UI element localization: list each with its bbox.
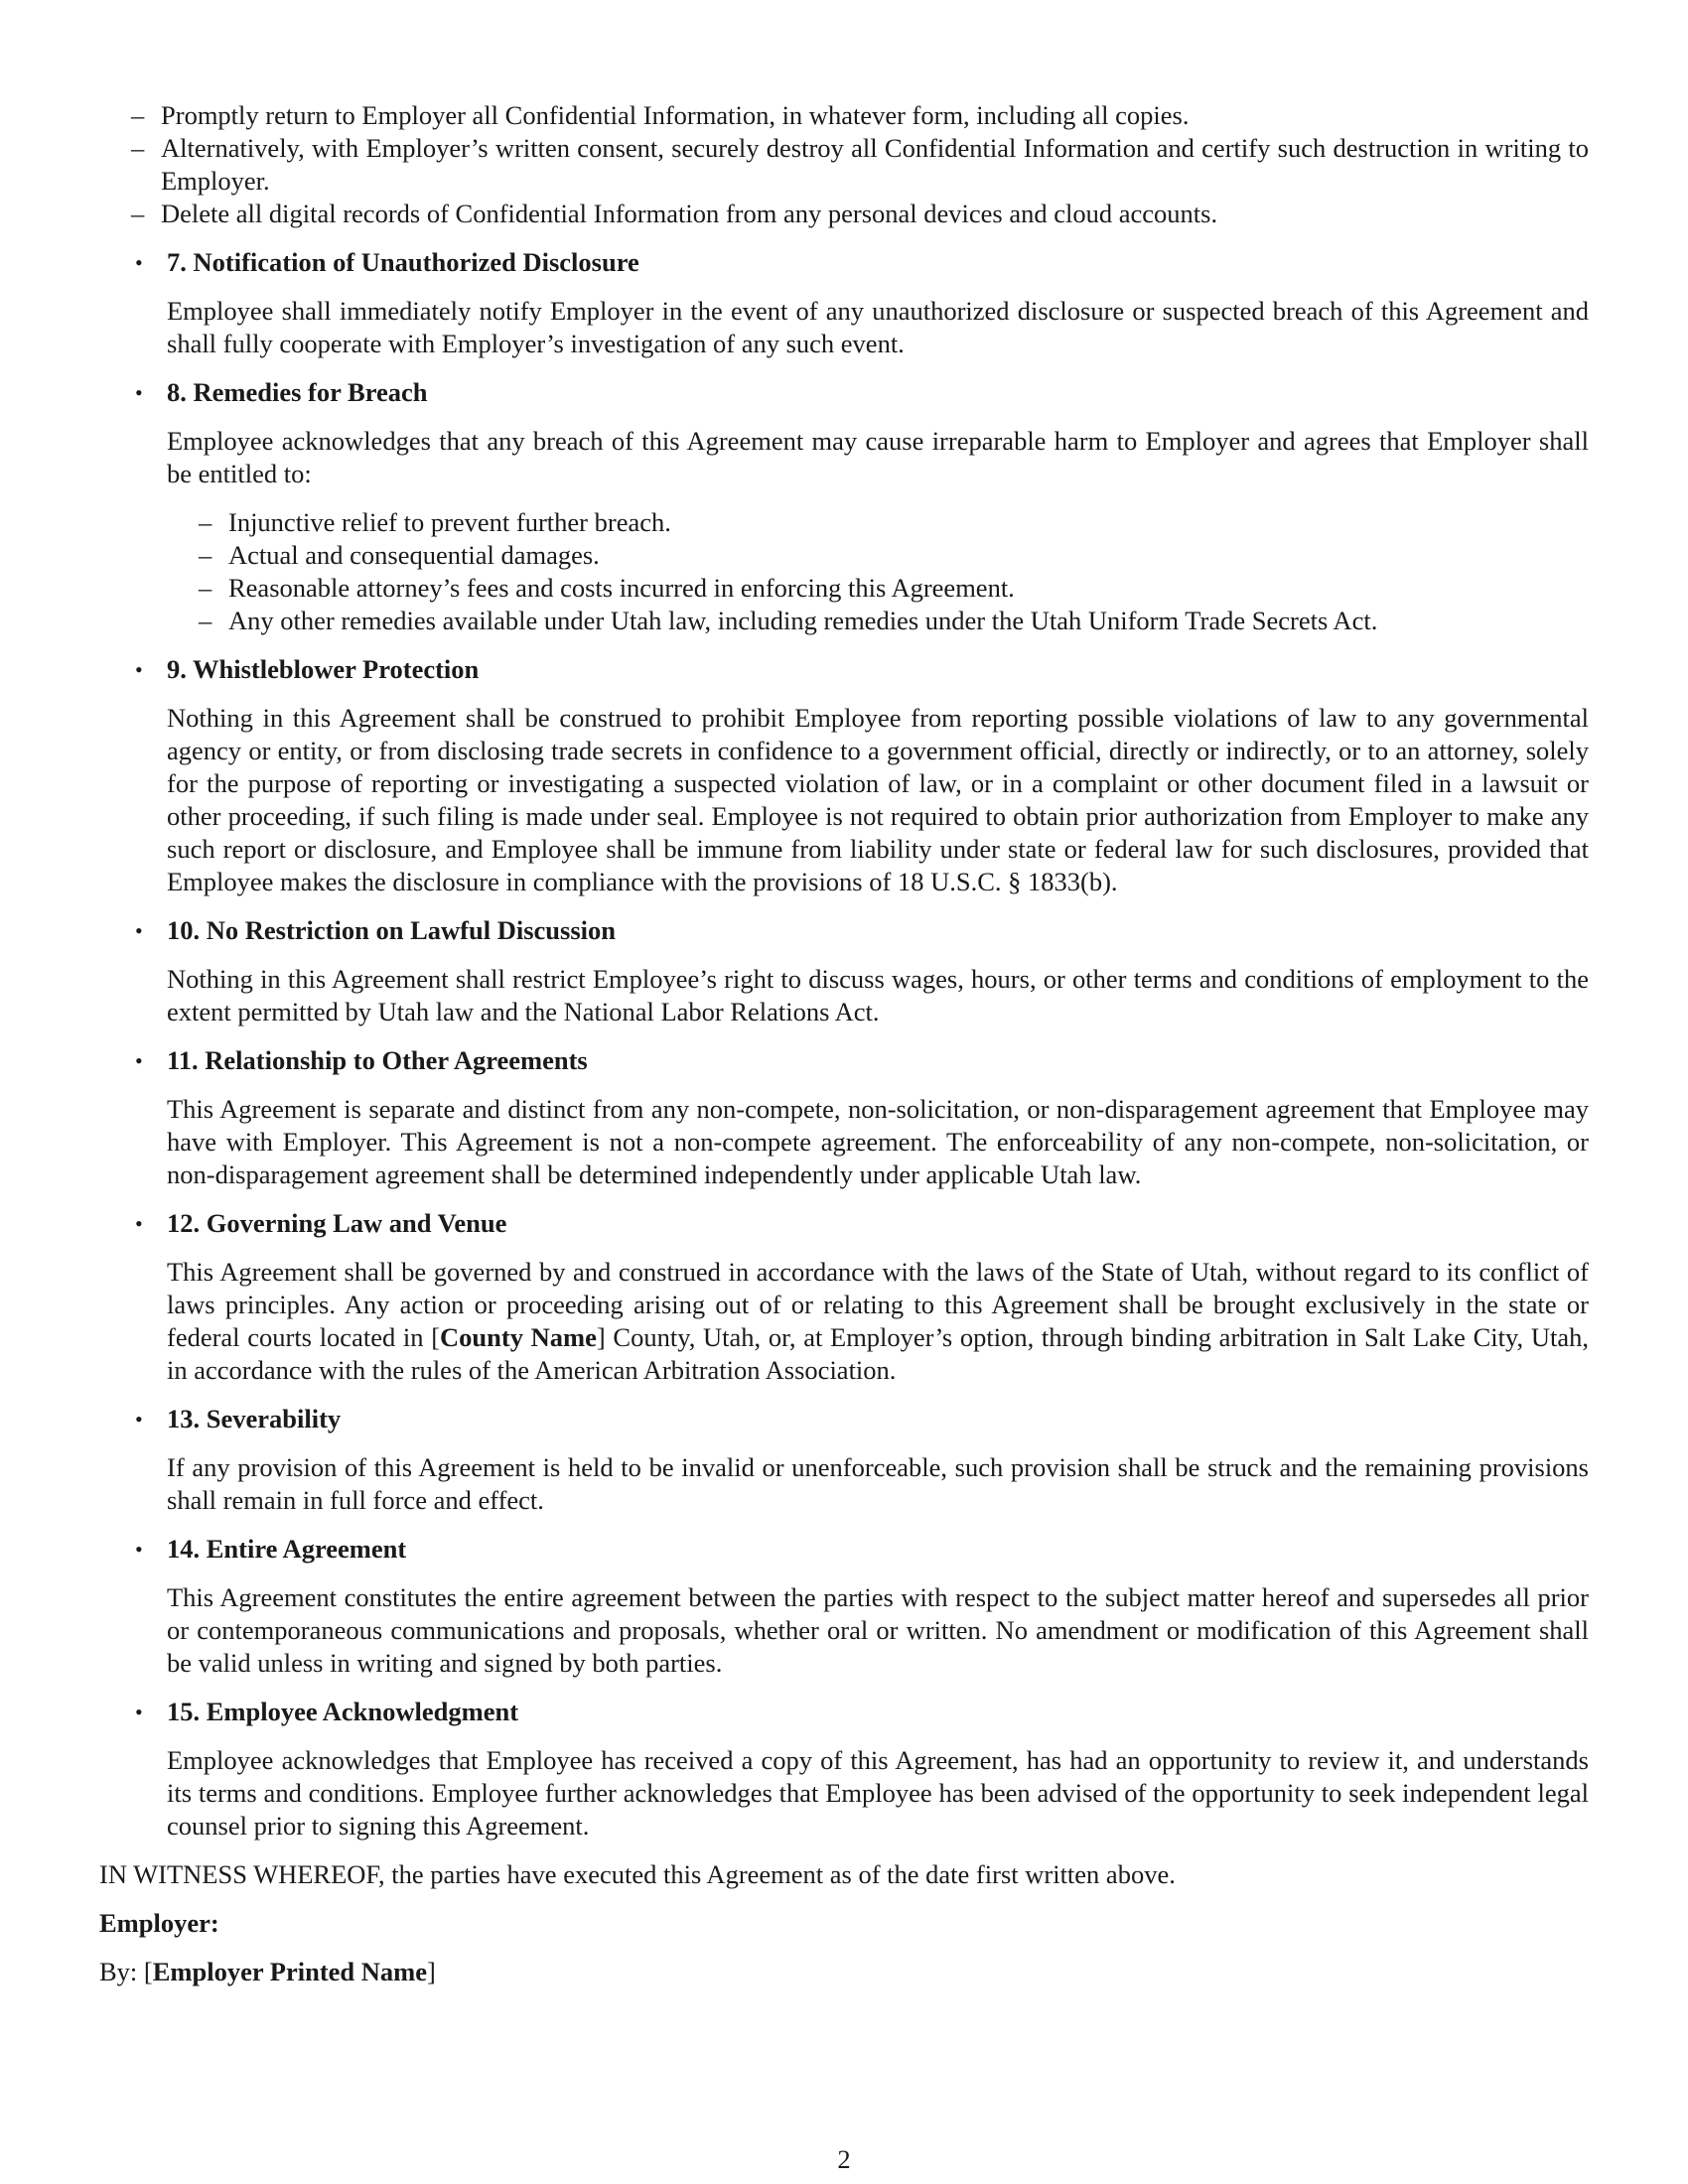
section-9 bbox=[99, 653, 1589, 898]
section-7 bbox=[99, 246, 1589, 360]
list-item: – Alternatively, with Employer’s written consent, securely destroy all Confidential Information and certify such destruction in writing to Employer. bbox=[131, 133, 1589, 196]
bullet-marker: • bbox=[135, 1407, 143, 1432]
remedies-list bbox=[99, 506, 1589, 637]
dash-marker: – bbox=[199, 573, 212, 603]
bullet-marker: • bbox=[135, 657, 143, 682]
section-heading: 13. Severability bbox=[167, 1404, 342, 1433]
bullet-marker: • bbox=[135, 1211, 143, 1236]
section-list bbox=[99, 246, 1589, 1843]
dash-marker: – bbox=[131, 133, 145, 163]
list-item: – Actual and consequential damages. bbox=[199, 540, 600, 570]
section-heading: 10. No Restriction on Lawful Discussion bbox=[167, 915, 617, 945]
dash-marker: – bbox=[131, 199, 145, 228]
document-body bbox=[99, 99, 1589, 1988]
list-item: – Any other remedies available under Utah law, including remedies under the Utah Uniform Trade Secrets Act. bbox=[199, 606, 1378, 635]
bullet-marker: • bbox=[135, 1537, 143, 1562]
section-12 bbox=[99, 1207, 1589, 1387]
section-8 bbox=[99, 376, 1589, 637]
section-body: Employee shall immediately notify Employer in the event of any unauthorized disclosure or suspected breach of this Agreement and shall fully cooperate with Employer’s investigation of any such event. bbox=[167, 296, 1589, 358]
employer-label: Employer: bbox=[99, 1908, 219, 1938]
bullet-marker: • bbox=[135, 918, 143, 943]
list-item: – Reasonable attorney’s fees and costs incurred in enforcing this Agreement. bbox=[199, 573, 1015, 603]
dash-marker: – bbox=[131, 100, 145, 130]
section-body: This Agreement constitutes the entire agreement between the parties with respect to the subject matter hereof and supersedes all prior or contemporaneous communications and proposals, whether oral or written. No amendment or modification of this Agreement shall be valid unless in writing and signed by both parties. bbox=[167, 1582, 1589, 1678]
bullet-marker: • bbox=[135, 1700, 143, 1724]
bullet-marker: • bbox=[135, 380, 143, 405]
section-body: This Agreement shall be governed by and construed in accordance with the laws of the State of Utah, without regard to its conflict of laws principles. Any action or proceeding arising out of or relating to this Agreement shall be brought exclusively in the state or federal courts located in [County Name] County, Utah, or, at Employer’s option, through binding arbitration in Salt Lake City, Utah, in accordance with the rules of the American Arbitration Association. bbox=[167, 1257, 1590, 1385]
list-item: – Delete all digital records of Confidential Information from any personal devices and cloud accounts. bbox=[131, 199, 1218, 228]
section-heading: 14. Entire Agreement bbox=[167, 1534, 407, 1564]
section-heading: 7. Notification of Unauthorized Disclosure bbox=[167, 247, 639, 277]
section-heading: 12. Governing Law and Venue bbox=[167, 1208, 507, 1238]
section-body: Employee acknowledges that any breach of this Agreement may cause irreparable harm to Employer and agrees that Employer shall be entitled to: bbox=[167, 426, 1589, 488]
section-13 bbox=[99, 1403, 1589, 1517]
section-heading: 11. Relationship to Other Agreements bbox=[167, 1045, 588, 1075]
list-item: – Injunctive relief to prevent further breach. bbox=[199, 507, 671, 537]
page-number: 2 bbox=[837, 2144, 851, 2174]
section-body: Nothing in this Agreement shall be construed to prohibit Employee from reporting possible violations of law to any governmental agency or entity, or from disclosing trade secrets in confidence to a government official, directly or indirectly, or to an attorney, solely for the purpose of reporting or investigating a suspected violation of law, or in a complaint or other document filed in a lawsuit or other proceeding, if such filing is made under seal. Employee is not required to obtain prior authorization from Employer to make any such report or disclosure, and Employee shall be immune from liability under state or federal law for such disclosures, provided that Employee makes the disclosure in compliance with the provisions of 18 U.S.C. § 1833(b). bbox=[167, 703, 1589, 896]
by-label: By: bbox=[99, 1957, 138, 1986]
dash-marker: – bbox=[199, 507, 212, 537]
section-heading: 9. Whistleblower Protection bbox=[167, 654, 480, 684]
section-11 bbox=[99, 1044, 1589, 1191]
dash-marker: – bbox=[199, 606, 212, 635]
section-14 bbox=[99, 1533, 1589, 1680]
section-body: Nothing in this Agreement shall restrict Employee’s right to discuss wages, hours, or other terms and conditions of employment to the extent permitted by Utah law and the National Labor Relations Act. bbox=[167, 964, 1589, 1026]
return-obligations-list bbox=[99, 99, 1589, 230]
section-10 bbox=[99, 914, 1589, 1028]
section-body: If any provision of this Agreement is held to be invalid or unenforceable, such provision shall be struck and the remaining provisions shall remain in full force and effect. bbox=[167, 1452, 1589, 1515]
bullet-marker: • bbox=[135, 250, 143, 275]
employer-name-placeholder: Employer Printed Name bbox=[152, 1957, 427, 1986]
section-body: This Agreement is separate and distinct from any non-compete, non-solicitation, or non-disparagement agreement that Employee may have with Employer. This Agreement is not a non-compete agreement. The enforceability of any non-compete, non-solicitation, or non-disparagement agreement shall be determined independently under applicable Utah law. bbox=[167, 1094, 1589, 1189]
list-item: – Promptly return to Employer all Confidential Information, in whatever form, including all copies. bbox=[131, 100, 1190, 130]
bullet-marker: • bbox=[135, 1048, 143, 1073]
witness-clause: IN WITNESS WHEREOF, the parties have executed this Agreement as of the date first written above. bbox=[99, 1859, 1176, 1889]
section-heading: 15. Employee Acknowledgment bbox=[167, 1697, 519, 1726]
employer-signature-line: By: [Employer Printed Name] bbox=[99, 1957, 436, 1986]
section-heading: 8. Remedies for Breach bbox=[167, 377, 428, 407]
dash-marker: – bbox=[199, 540, 212, 570]
section-body: Employee acknowledges that Employee has received a copy of this Agreement, has had an opportunity to review it, and understands its terms and conditions. Employee further acknowledges that Employee has been advised of the opportunity to seek independent legal counsel prior to signing this Agreement. bbox=[167, 1745, 1589, 1841]
section-15 bbox=[99, 1696, 1589, 1843]
county-name-placeholder: County Name bbox=[440, 1322, 597, 1352]
